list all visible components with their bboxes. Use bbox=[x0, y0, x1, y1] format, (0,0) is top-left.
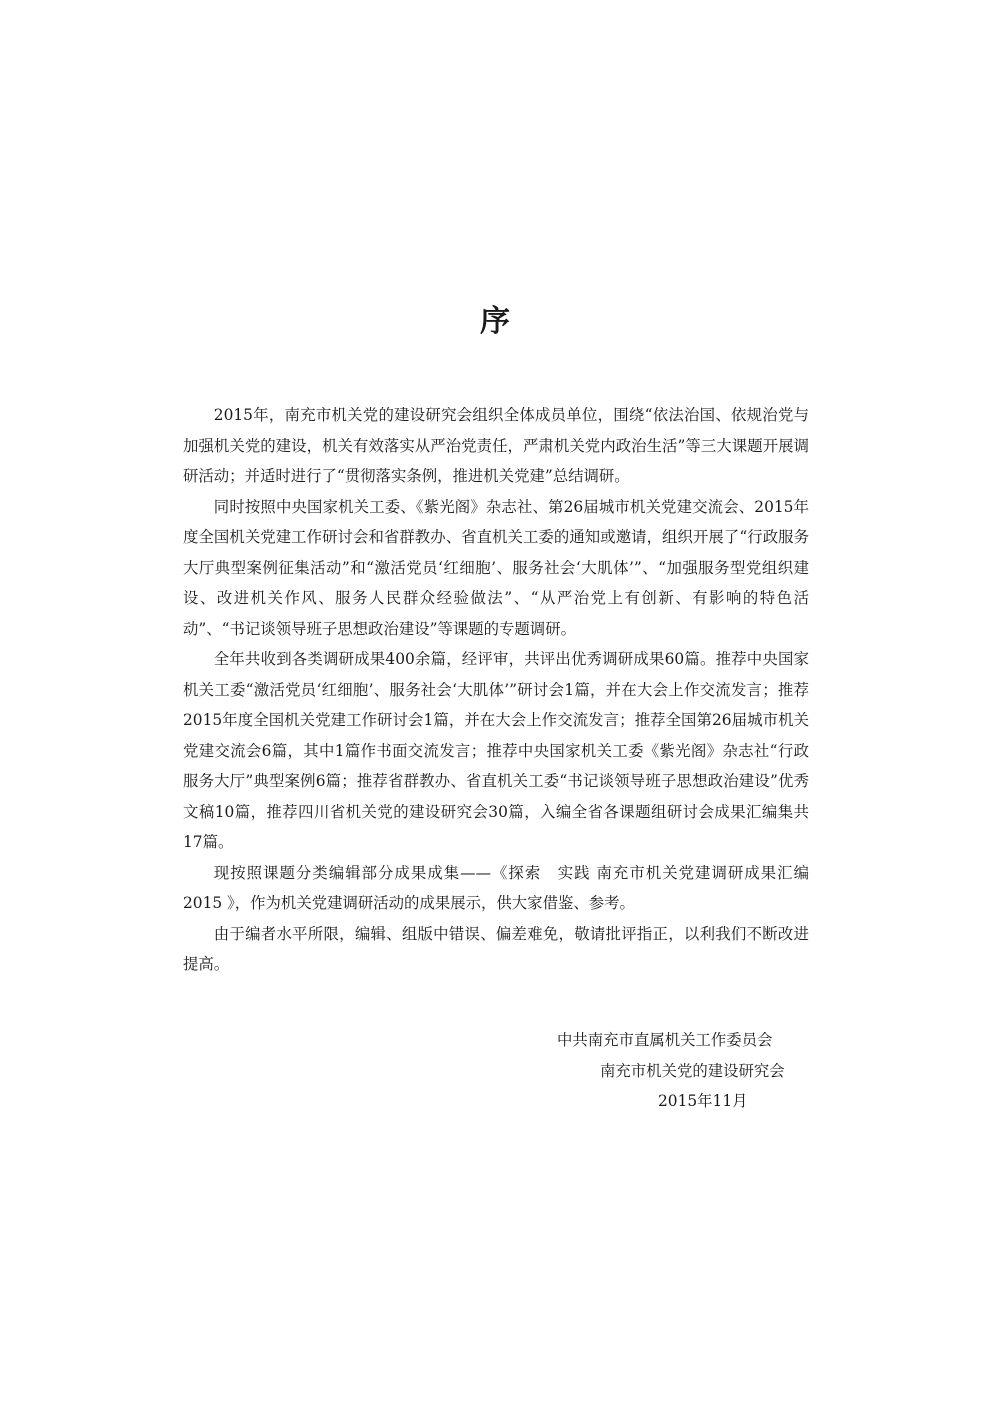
paragraph-2: 同时按照中央国家机关工委、《紫光阁》杂志社、第26届城市机关党建交流会、2015年度全国机关党建工作研讨会和省群教办、省直机关工委的通知或邀请，组织开展了“行政服务大厅典型案例征集活动”和“激活党员‘红细胞’、服务社会‘大肌体’”、“加强服务型党组织建设、改进机关作风、服务人民群众经验做法”、“从严治党上有创新、有影响的特色活动”、“书记谈领导班子思想政治建设”等课题的专题调研。 bbox=[183, 497, 809, 638]
page-title: 序 bbox=[480, 304, 512, 339]
paragraph-5: 由于编者水平所限，编辑、组版中错误、偏差难免，敬请批评指正，以利我们不断改进提高。 bbox=[183, 924, 809, 973]
paragraph-3: 全年共收到各类调研成果400余篇，经评审，共评出优秀调研成果60篇。推荐中央国家机关工委“激活党员‘红细胞’、服务社会‘大肌体’”研讨会1篇，并在大会上作交流发言；推荐2015年度全国机关党建工作研讨会1篇，并在大会上作交流发言；推荐全国第26届城市机关党建交流会6篇，其中1篇作书面交流发言；推荐中央国家机关工委《紫光阁》杂志社“行政服务大厅”典型案例6篇；推荐省群教办、省直机关工委“书记谈领导班子思想政治建设”优秀文稿10篇，推荐四川省机关党的建设研究会30篇，入编全省各课题组研讨会成果汇编集共17篇。 bbox=[183, 650, 809, 851]
signature-org-1: 中共南充市直属机关工作委员会 bbox=[557, 1031, 773, 1049]
paragraph-4: 现按照课题分类编辑部分成果成集——《探索 实践 南充市机关党建调研成果汇编 2015 》，作为机关党建调研活动的成果展示，供大家借鉴、参考。 bbox=[183, 863, 809, 912]
paragraph-1: 2015年，南充市机关党的建设研究会组织全体成员单位，围绕“依法治国、依规治党与加强机关党的建设，机关有效落实从严治党责任，严肃机关党内政治生活”等三大课题开展调研活动；并适时进行了“贯彻落实条例，推进机关党建”总结调研。 bbox=[183, 406, 809, 485]
body-text bbox=[183, 400, 809, 980]
signature-org-2: 南充市机关党的建设研究会 bbox=[600, 1061, 785, 1080]
signature-date: 2015年11月 bbox=[658, 1092, 748, 1110]
signature-block bbox=[520, 1025, 800, 1117]
